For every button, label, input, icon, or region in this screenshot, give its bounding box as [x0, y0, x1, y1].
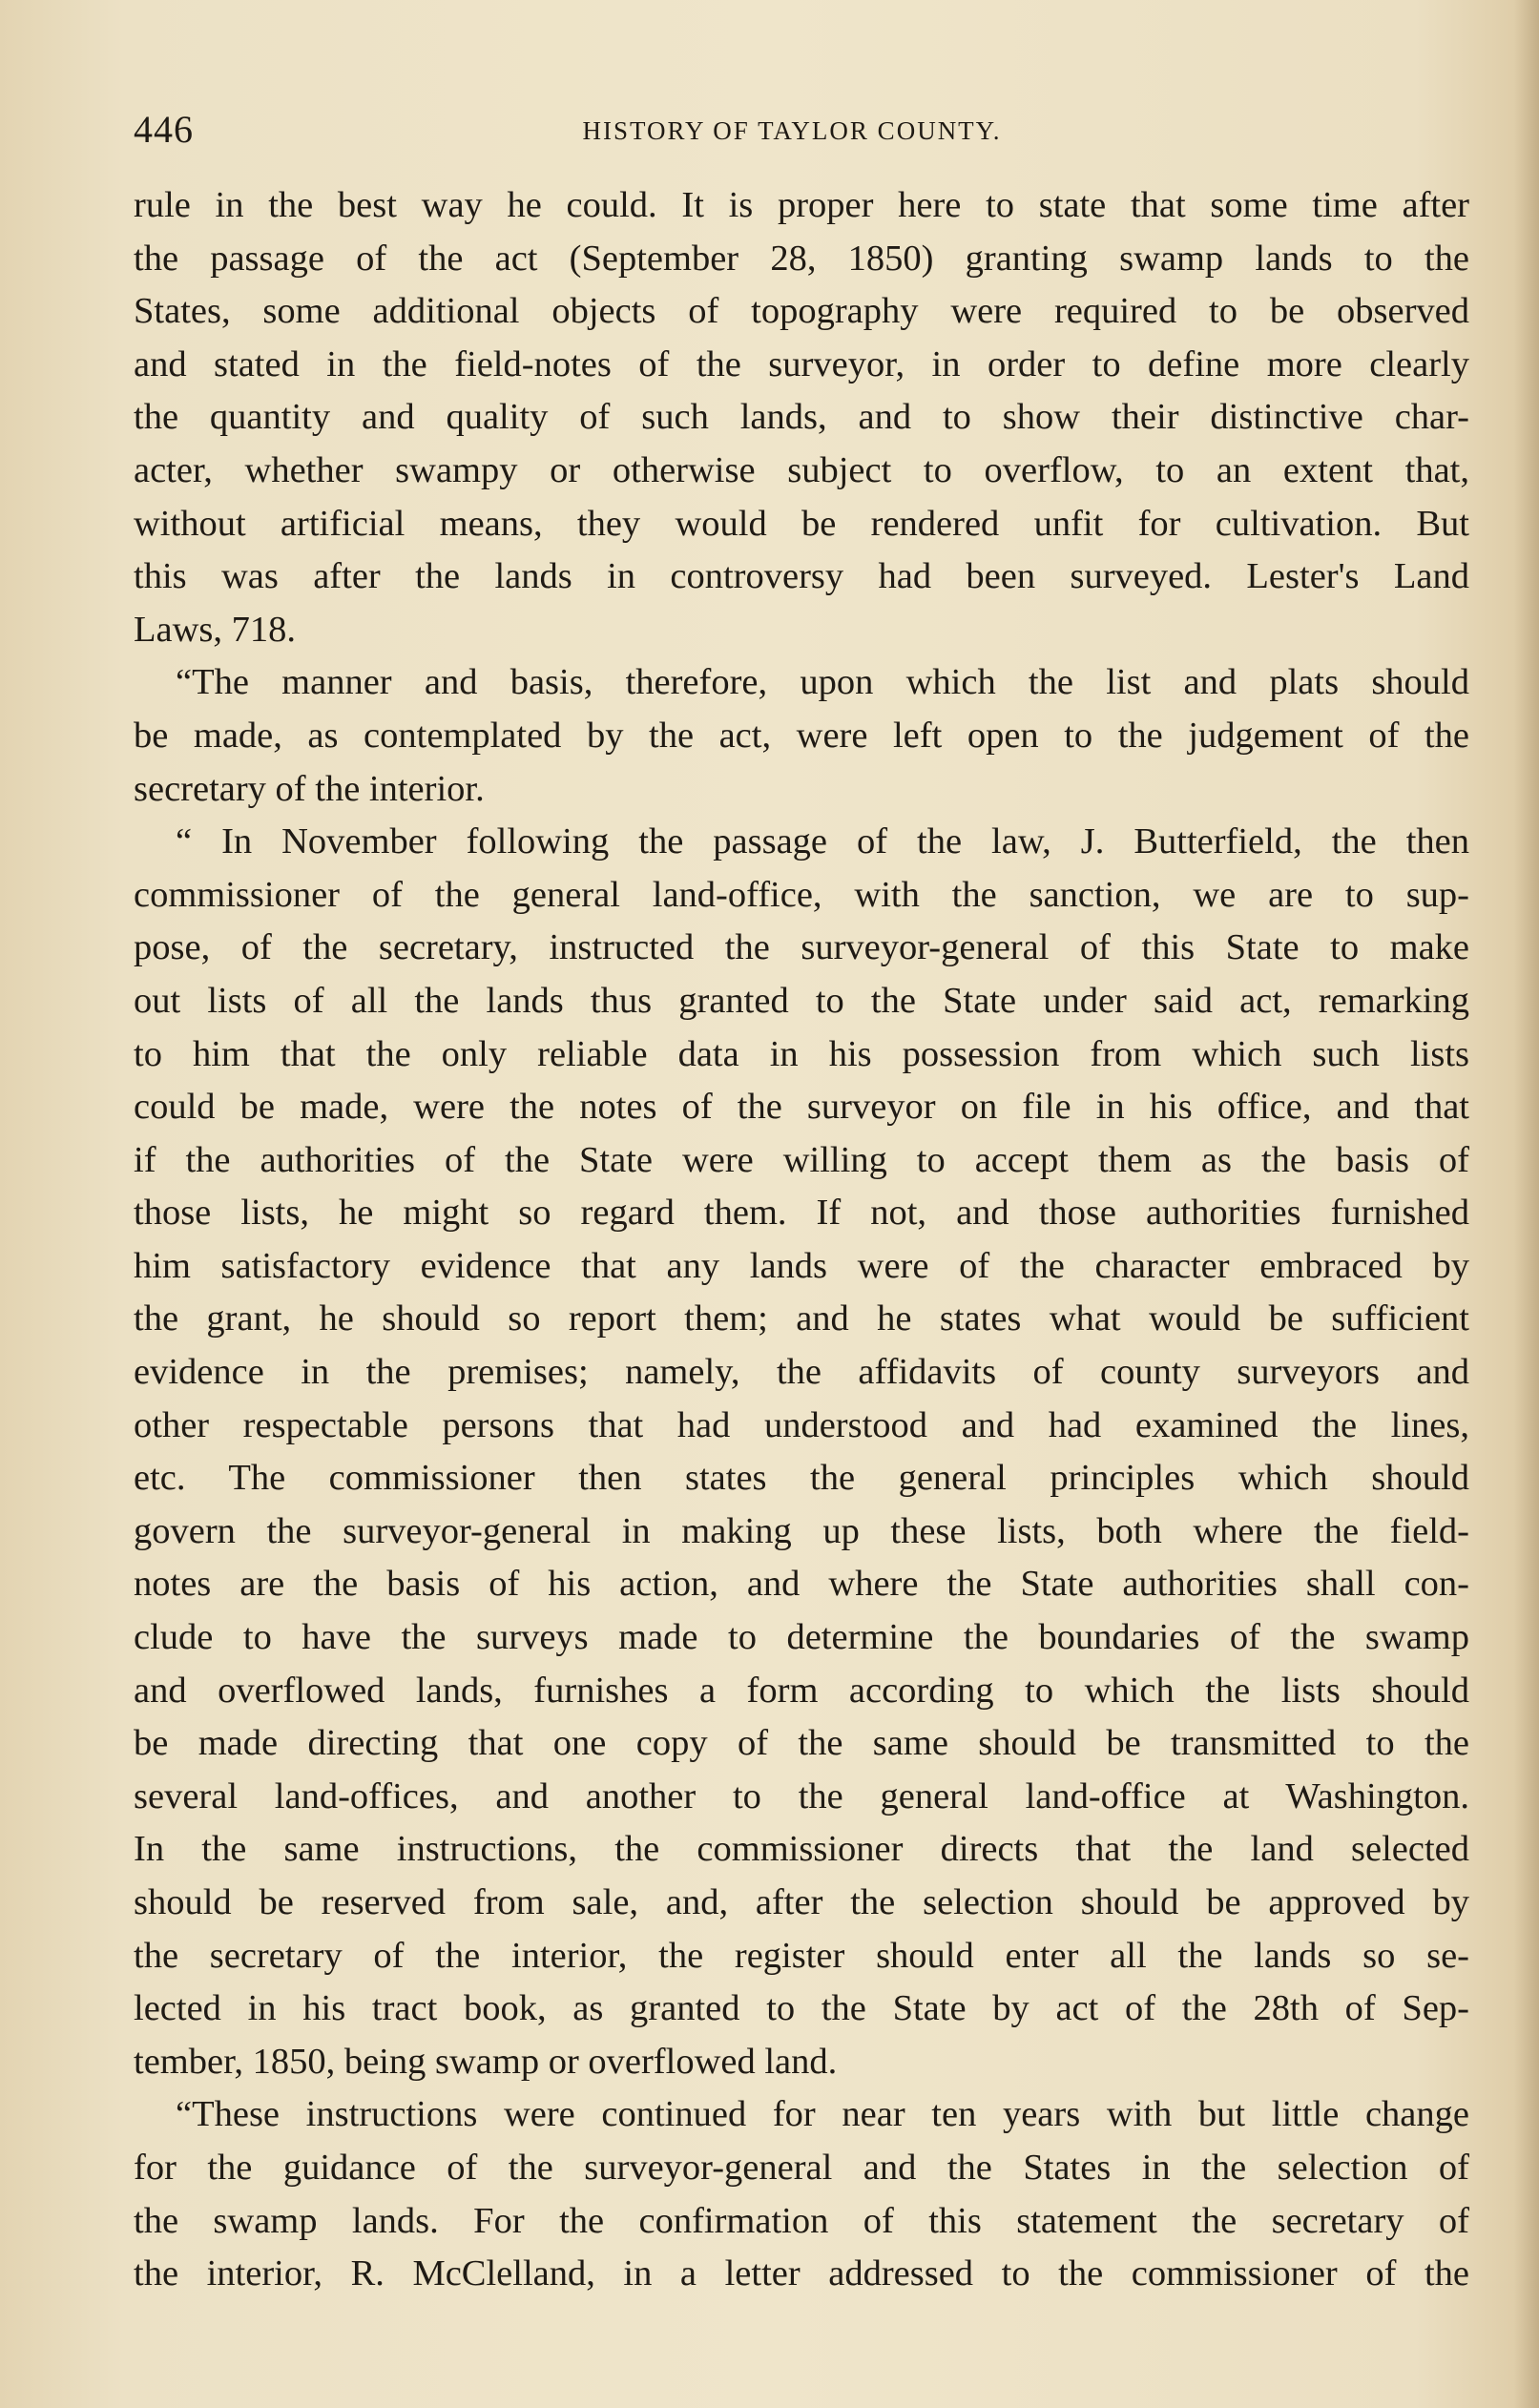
text-line: the quantity and quality of such lands, and to show their distinctive char- — [134, 397, 1469, 438]
text-line: notes are the basis of his action, and where the State authorities shall con- — [134, 1564, 1469, 1605]
text-line: lected in his tract book, as granted to the State by act of the 28th of Sep- — [134, 1988, 1469, 2029]
text-line: for the guidance of the surveyor-general and the States in the selection of — [134, 2147, 1469, 2188]
text-line: etc. The commissioner then states the general principles which should — [134, 1458, 1469, 1499]
text-line: govern the surveyor-general in making up these lists, both where the field- — [134, 1510, 1469, 1551]
body-text — [134, 179, 1469, 2301]
text-line: tember, 1850, being swamp or overflowed land. — [134, 2041, 838, 2082]
text-line: be made, as contemplated by the act, were left open to the judgement of the — [134, 715, 1469, 756]
text-line: and overflowed lands, furnishes a form according to which the lists should — [134, 1670, 1469, 1711]
text-line: could be made, were the notes of the surveyor on file in his office, and that — [134, 1087, 1469, 1128]
text-line: commissioner of the general land-office, with the sanction, we are to sup- — [134, 874, 1469, 915]
text-line: pose, of the secretary, instructed the surveyor-general of this State to make — [134, 927, 1469, 968]
text-line: “These instructions were continued for near ten years with but little change — [176, 2094, 1469, 2135]
text-line: the interior, R. McClelland, in a letter addressed to the commissioner of the — [134, 2253, 1469, 2294]
text-line: Laws, 718. — [134, 609, 297, 650]
running-head: HISTORY OF TAYLOR COUNTY. — [582, 116, 1002, 145]
text-line: secretary of the interior. — [134, 768, 485, 809]
text-line: him satisfactory evidence that any lands were of the character embraced by — [134, 1245, 1469, 1286]
text-line: other respectable persons that had understood and had examined the lines, — [134, 1404, 1469, 1445]
page-edge-shadow — [1514, 0, 1539, 2408]
text-line: those lists, he might so regard them. If not, and those authorities furnished — [134, 1193, 1469, 1234]
text-line: this was after the lands in controversy had been surveyed. Lester's Land — [134, 556, 1469, 597]
text-line: “The manner and basis, therefore, upon which the list and plats should — [176, 662, 1469, 703]
text-line: the grant, he should so report them; and he states what would be sufficient — [134, 1298, 1469, 1339]
text-line: acter, whether swampy or otherwise subject to overflow, to an extent that, — [134, 449, 1469, 490]
text-line: the swamp lands. For the confirmation of this statement the secretary of — [134, 2200, 1469, 2241]
text-line: the passage of the act (September 28, 1850) granting swamp lands to the — [134, 238, 1469, 279]
text-line: should be reserved from sale, and, after the selection should be approved by — [134, 1882, 1469, 1922]
text-line: if the authorities of the State were willing to accept them as the basis of — [134, 1139, 1469, 1180]
text-line: out lists of all the lands thus granted to the State under said act, remarking — [134, 980, 1469, 1021]
text-line: evidence in the premises; namely, the affidavits of county surveyors and — [134, 1352, 1469, 1393]
page-header — [134, 107, 1450, 160]
page-number: 446 — [134, 108, 194, 151]
text-line: to him that the only reliable data in his possession from which such lists — [134, 1033, 1469, 1074]
text-line: without artificial means, they would be rendered unfit for cultivation. But — [134, 503, 1469, 544]
text-line: rule in the best way he could. It is proper here to state that some time after — [134, 185, 1469, 225]
text-line: States, some additional objects of topography were required to be observed — [134, 291, 1469, 332]
text-line: the secretary of the interior, the register should enter all the lands so se- — [134, 1935, 1469, 1976]
text-line: several land-offices, and another to the general land-office at Washington. — [134, 1775, 1469, 1816]
text-line: In the same instructions, the commissioner directs that the land selected — [134, 1829, 1469, 1870]
text-line: and stated in the field-notes of the surveyor, in order to define more clearly — [134, 343, 1469, 384]
text-line: be made directing that one copy of the same should be transmitted to the — [134, 1723, 1469, 1764]
text-line: clude to have the surveys made to determine the boundaries of the swamp — [134, 1617, 1469, 1658]
text-line: “ In November following the passage of the law, J. Butterfield, the then — [176, 821, 1469, 862]
